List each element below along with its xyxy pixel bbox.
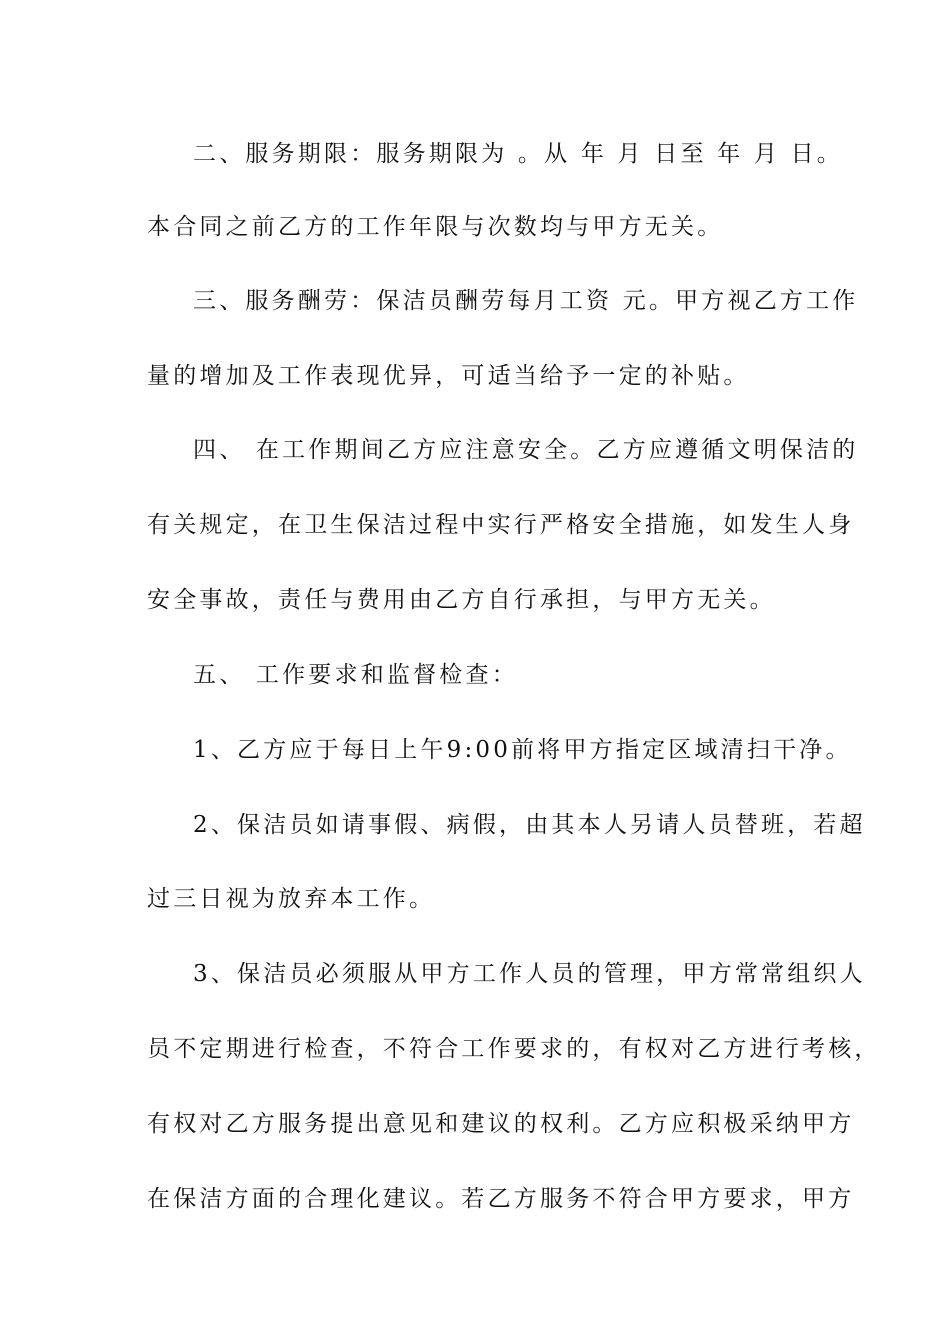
paragraph-safety: 四、 在工作期间乙方应注意安全。乙方应遵循文明保洁的: [193, 437, 859, 463]
paragraph-service-pay: 三、服务酬劳：保洁员酬劳每月工资 元。甲方视乙方工作: [193, 288, 859, 314]
paragraph-safety-cont-2: 安全事故，责任与费用由乙方自行承担，与甲方无关。: [147, 587, 776, 613]
paragraph-service-term-cont: 本合同之前乙方的工作年限与次数均与甲方无关。: [147, 214, 724, 240]
paragraph-safety-cont-1: 有关规定，在卫生保洁过程中实行严格安全措施，如发生人身: [147, 512, 855, 538]
section-heading-requirements: 五、 工作要求和监督检查：: [193, 662, 518, 688]
list-item-3-cont-1: 员不定期进行检查，不符合工作要求的，有权对乙方进行考核，: [147, 1036, 881, 1062]
list-item-2: 2、保洁员如请事假、病假，由其本人另请人员替班，若超: [193, 812, 866, 838]
paragraph-service-term: 二、服务期限：服务期限为 。从 年 月 日至 年 月 日。: [193, 141, 843, 167]
paragraph-service-pay-cont: 量的增加及工作表现优异，可适当给予一定的补贴。: [147, 363, 750, 389]
list-item-3-cont-2: 有权对乙方服务提出意见和建议的权利。乙方应积极采纳甲方: [147, 1111, 855, 1137]
list-item-2-cont: 过三日视为放弃本工作。: [147, 886, 436, 912]
list-item-1: 1、乙方应于每日上午9:00前将甲方指定区域清扫干净。: [193, 737, 852, 763]
list-item-3: 3、保洁员必须服从甲方工作人员的管理，甲方常常组织人: [193, 961, 866, 987]
list-item-3-cont-3: 在保洁方面的合理化建议。若乙方服务不符合甲方要求，甲方: [147, 1186, 855, 1212]
